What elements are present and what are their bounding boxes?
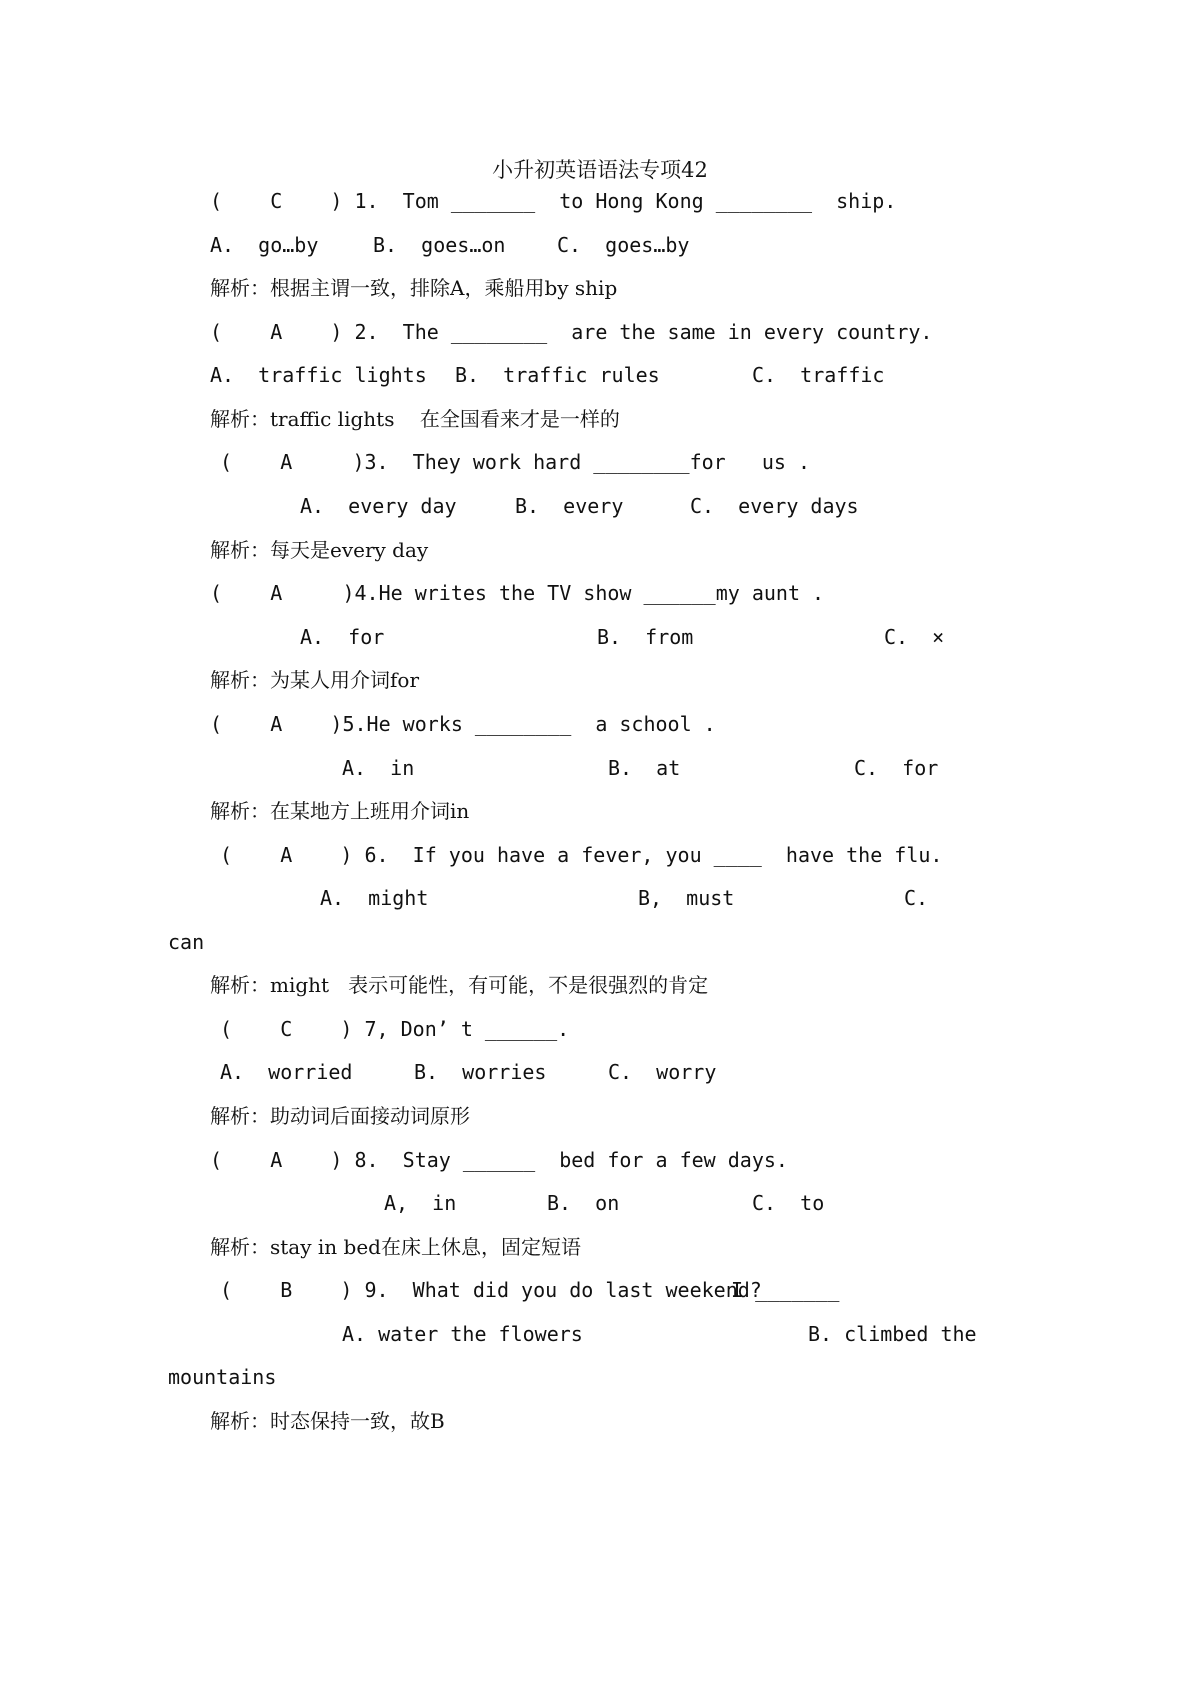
question-5-option-b: B. at <box>608 756 681 780</box>
question-8-stem: ( A ) 8. Stay ______ bed for a few days. <box>210 1148 788 1172</box>
question-4-option-a: A. for <box>300 625 385 649</box>
question-4-analysis: 解析：为某人用介词for <box>210 668 420 692</box>
question-7-option-a: A. worried <box>220 1060 353 1084</box>
question-5-option-a: A. in <box>342 756 415 780</box>
question-7-analysis: 解析：助动词后面接动词原形 <box>210 1104 470 1128</box>
question-7-option-c: C. worry <box>608 1060 717 1084</box>
question-5-stem: ( A )5.He works ________ a school . <box>210 712 716 736</box>
question-1-analysis: 解析：根据主谓一致，排除A，乘船用by ship <box>210 276 618 300</box>
question-3-option-c: C. every days <box>690 494 859 518</box>
question-8-option-a: A, in <box>384 1191 457 1215</box>
question-6-option-b: B, must <box>638 886 735 910</box>
question-2-option-b: B. traffic rules <box>455 363 660 387</box>
question-8-analysis: 解析：stay in bed在床上休息，固定短语 <box>210 1235 581 1259</box>
question-5-analysis: 解析：在某地方上班用介词in <box>210 799 470 823</box>
question-3-stem: ( A )3. They work hard ________for us . <box>220 450 811 474</box>
question-9-analysis: 解析：时态保持一致，故B <box>210 1409 445 1433</box>
question-9-stem-tail: I _______ <box>731 1278 840 1302</box>
question-8-option-b: B. on <box>547 1191 620 1215</box>
question-6-option-c: C. <box>904 886 929 910</box>
question-7-stem: ( C ) 7, Don’ t ______. <box>220 1017 570 1041</box>
question-2-option-c: C. traffic <box>752 363 885 387</box>
question-7-option-b: B. worries <box>414 1060 547 1084</box>
question-3-option-a: A. every day <box>300 494 457 518</box>
question-4-option-c: C. × <box>884 625 945 649</box>
question-2-analysis: 解析：traffic lights 在全国看来才是一样的 <box>210 407 620 431</box>
question-9-option-b: B. climbed the <box>808 1322 977 1346</box>
question-9-option-a: A. water the flowers <box>342 1322 583 1346</box>
question-8-option-c: C. to <box>752 1191 825 1215</box>
question-2-option-a: A. traffic lights <box>210 363 427 387</box>
question-1-stem: ( C ) 1. Tom _______ to Hong Kong ________ ship. <box>210 189 897 213</box>
question-1-option-c: C. goes…by <box>557 233 690 257</box>
question-3-option-b: B. every <box>515 494 624 518</box>
question-4-option-b: B. from <box>597 625 694 649</box>
question-3-analysis: 解析：每天是every day <box>210 538 429 562</box>
question-6-analysis: 解析：might 表示可能性，有可能，不是很强烈的肯定 <box>210 973 709 997</box>
question-4-stem: ( A )4.He writes the TV show ______my aunt . <box>210 581 825 605</box>
question-5-option-c: C. for <box>854 756 939 780</box>
question-6-continuation: can <box>168 930 205 954</box>
document-title: 小升初英语语法专项42 <box>492 158 708 182</box>
question-1-option-a: A. go…by <box>210 233 319 257</box>
question-6-stem: ( A ) 6. If you have a fever, you ____ have the flu. <box>220 843 943 867</box>
question-2-stem: ( A ) 2. The ________ are the same in every country. <box>210 320 933 344</box>
question-6-option-a: A. might <box>320 886 429 910</box>
question-1-option-b: B. goes…on <box>373 233 506 257</box>
question-9-continuation: mountains <box>168 1365 277 1389</box>
question-9-stem: ( B ) 9. What did you do last weekend? <box>220 1278 762 1302</box>
